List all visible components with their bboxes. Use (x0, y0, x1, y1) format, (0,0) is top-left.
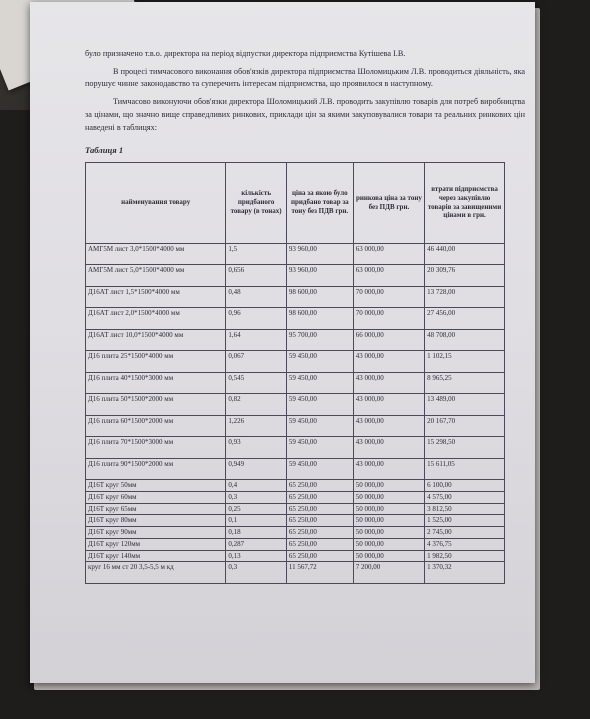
cell-product-name: Д16Т круг 65мм (86, 503, 226, 515)
cell-market-price: 43 000,00 (353, 351, 424, 373)
cell-purchase-price: 59 450,00 (286, 394, 353, 416)
cell-purchase-price: 59 450,00 (286, 437, 353, 459)
cell-product-name: Д16 плита 90*1500*2000 мм (86, 458, 226, 480)
cell-market-price: 63 000,00 (353, 265, 424, 287)
cell-purchase-price: 95 700,00 (286, 329, 353, 351)
cell-quantity: 0,067 (226, 351, 286, 373)
cell-product-name: Д16Т круг 60мм (86, 491, 226, 503)
header-losses: втрати підприємства через закупівлю товарів за завищеними цінами в грн. (425, 162, 505, 243)
cell-market-price: 50 000,00 (353, 491, 424, 503)
cell-quantity: 0,48 (226, 286, 286, 308)
cell-quantity: 0,82 (226, 394, 286, 416)
cell-losses: 1 102,15 (425, 351, 505, 373)
cell-quantity: 0,25 (226, 503, 286, 515)
cell-purchase-price: 65 250,00 (286, 538, 353, 550)
header-product-name: найменування товару (86, 162, 226, 243)
cell-losses: 27 456,00 (425, 308, 505, 330)
cell-losses: 2 745,00 (425, 527, 505, 539)
cell-losses: 48 708,00 (425, 329, 505, 351)
cell-product-name: Д16 плита 25*1500*4000 мм (86, 351, 226, 373)
cell-product-name: Д16Т круг 90мм (86, 527, 226, 539)
table-row (86, 562, 505, 584)
paragraph-1: було призначено т.в.о. директора на період відпустки директора підприємства Кутішева І.В. (85, 49, 406, 58)
cell-quantity: 0,3 (226, 491, 286, 503)
table-row (86, 550, 505, 562)
cell-product-name: Д16Т круг 80мм (86, 515, 226, 527)
cell-product-name: Д16АТ лист 1,5*1500*4000 мм (86, 286, 226, 308)
cell-losses: 20 167,70 (425, 415, 505, 437)
cell-quantity: 0,96 (226, 308, 286, 330)
cell-market-price: 50 000,00 (353, 503, 424, 515)
cell-purchase-price: 11 567,72 (286, 562, 353, 584)
cell-quantity: 0,93 (226, 437, 286, 459)
paragraph-3: Тимчасово виконуючи обов'язки директора Шоломицький Л.В. проводить закупівлю товарів для потреб виробництва за цінами, що значно вище справедливих ринкових, приклади цін за якими закуповувалися товари та реальних ринкових цін наведені в таблицях: (85, 97, 525, 132)
table-row (86, 515, 505, 527)
cell-losses: 13 489,00 (425, 394, 505, 416)
cell-quantity: 0,287 (226, 538, 286, 550)
cell-market-price: 43 000,00 (353, 415, 424, 437)
table-row (86, 372, 505, 394)
cell-market-price: 50 000,00 (353, 550, 424, 562)
document-page (30, 2, 535, 683)
cell-market-price: 43 000,00 (353, 394, 424, 416)
cell-purchase-price: 59 450,00 (286, 372, 353, 394)
cell-losses: 4 575,00 (425, 491, 505, 503)
cell-market-price: 43 000,00 (353, 458, 424, 480)
cell-market-price: 70 000,00 (353, 308, 424, 330)
cell-losses: 6 100,00 (425, 480, 505, 492)
table-row (86, 329, 505, 351)
cell-purchase-price: 65 250,00 (286, 527, 353, 539)
table-row (86, 538, 505, 550)
cell-purchase-price: 65 250,00 (286, 503, 353, 515)
cell-losses: 15 611,05 (425, 458, 505, 480)
table-row (86, 480, 505, 492)
cell-quantity: 0,949 (226, 458, 286, 480)
table-row (86, 286, 505, 308)
cell-market-price: 50 000,00 (353, 515, 424, 527)
cell-product-name: АМГ5М лист 5,0*1500*4000 мм (86, 265, 226, 287)
cell-market-price: 70 000,00 (353, 286, 424, 308)
table-row (86, 394, 505, 416)
cell-quantity: 1,5 (226, 243, 286, 265)
cell-purchase-price: 59 450,00 (286, 351, 353, 373)
cell-market-price: 50 000,00 (353, 527, 424, 539)
cell-quantity: 0,656 (226, 265, 286, 287)
cell-purchase-price: 65 250,00 (286, 480, 353, 492)
cell-product-name: Д16Т круг 140мм (86, 550, 226, 562)
table-caption: Таблиця 1 (85, 145, 124, 156)
cell-market-price: 43 000,00 (353, 372, 424, 394)
cell-losses: 8 965,25 (425, 372, 505, 394)
table-body (86, 243, 505, 584)
cell-losses: 13 728,00 (425, 286, 505, 308)
cell-product-name: Д16 плита 50*1500*2000 мм (86, 394, 226, 416)
cell-losses: 1 370,32 (425, 562, 505, 584)
cell-purchase-price: 65 250,00 (286, 515, 353, 527)
cell-market-price: 63 000,00 (353, 243, 424, 265)
cell-quantity: 0,4 (226, 480, 286, 492)
cell-product-name: Д16 плита 40*1500*3000 мм (86, 372, 226, 394)
cell-quantity: 0,18 (226, 527, 286, 539)
cell-losses: 4 376,75 (425, 538, 505, 550)
cell-losses: 46 440,00 (425, 243, 505, 265)
header-market-price: ринкова ціна за тону без ПДВ грн. (353, 162, 424, 243)
cell-market-price: 50 000,00 (353, 480, 424, 492)
table-row (86, 458, 505, 480)
cell-losses: 20 309,76 (425, 265, 505, 287)
cell-product-name: Д16АТ лист 10,0*1500*4000 мм (86, 329, 226, 351)
table-row (86, 503, 505, 515)
paragraph-2: В процесі тимчасового виконання обов'язків директора підприємства Шоломицьким Л.В. проводиться діяльність, яка порушує чинне законодавство та суперечить інтересам підприємства, що проявилося в наступному. (85, 66, 525, 89)
cell-losses: 1 982,50 (425, 550, 505, 562)
table-row (86, 265, 505, 287)
cell-purchase-price: 98 600,00 (286, 308, 353, 330)
table-row (86, 527, 505, 539)
cell-quantity: 0,13 (226, 550, 286, 562)
cell-quantity: 0,1 (226, 515, 286, 527)
cell-market-price: 66 000,00 (353, 329, 424, 351)
cell-product-name: Д16 плита 70*1500*3000 мм (86, 437, 226, 459)
cell-product-name: Д16 плита 60*1500*2000 мм (86, 415, 226, 437)
table-row (86, 308, 505, 330)
cell-purchase-price: 65 250,00 (286, 550, 353, 562)
cell-purchase-price: 65 250,00 (286, 491, 353, 503)
cell-market-price: 43 000,00 (353, 437, 424, 459)
cell-product-name: Д16Т круг 50мм (86, 480, 226, 492)
table-row (86, 491, 505, 503)
cell-losses: 15 298,50 (425, 437, 505, 459)
table-row (86, 437, 505, 459)
table-header-row (86, 162, 505, 243)
cell-quantity: 1,64 (226, 329, 286, 351)
table-row (86, 415, 505, 437)
cell-losses: 1 525,00 (425, 515, 505, 527)
header-quantity: кількість придбаного товару (в тонах) (226, 162, 286, 243)
cell-product-name: АМГ5М лист 3,0*1500*4000 мм (86, 243, 226, 265)
cell-quantity: 1,226 (226, 415, 286, 437)
cell-product-name: Д16Т круг 120мм (86, 538, 226, 550)
cell-product-name: Д16АТ лист 2,0*1500*4000 мм (86, 308, 226, 330)
cell-market-price: 7 200,00 (353, 562, 424, 584)
table-row (86, 243, 505, 265)
cell-quantity: 0,545 (226, 372, 286, 394)
cell-purchase-price: 93 960,00 (286, 243, 353, 265)
document-content (85, 48, 525, 584)
cell-purchase-price: 59 450,00 (286, 458, 353, 480)
cell-losses: 3 812,50 (425, 503, 505, 515)
cell-purchase-price: 98 600,00 (286, 286, 353, 308)
cell-quantity: 0,3 (226, 562, 286, 584)
cell-purchase-price: 59 450,00 (286, 415, 353, 437)
header-purchase-price: ціна за якою було придбано товар за тону без ПДВ грн. (286, 162, 353, 243)
cell-purchase-price: 93 960,00 (286, 265, 353, 287)
goods-table (85, 162, 505, 585)
table-row (86, 351, 505, 373)
cell-product-name: круг 16 мм ст 20 3,5-5,5 м кд (86, 562, 226, 584)
cell-market-price: 50 000,00 (353, 538, 424, 550)
